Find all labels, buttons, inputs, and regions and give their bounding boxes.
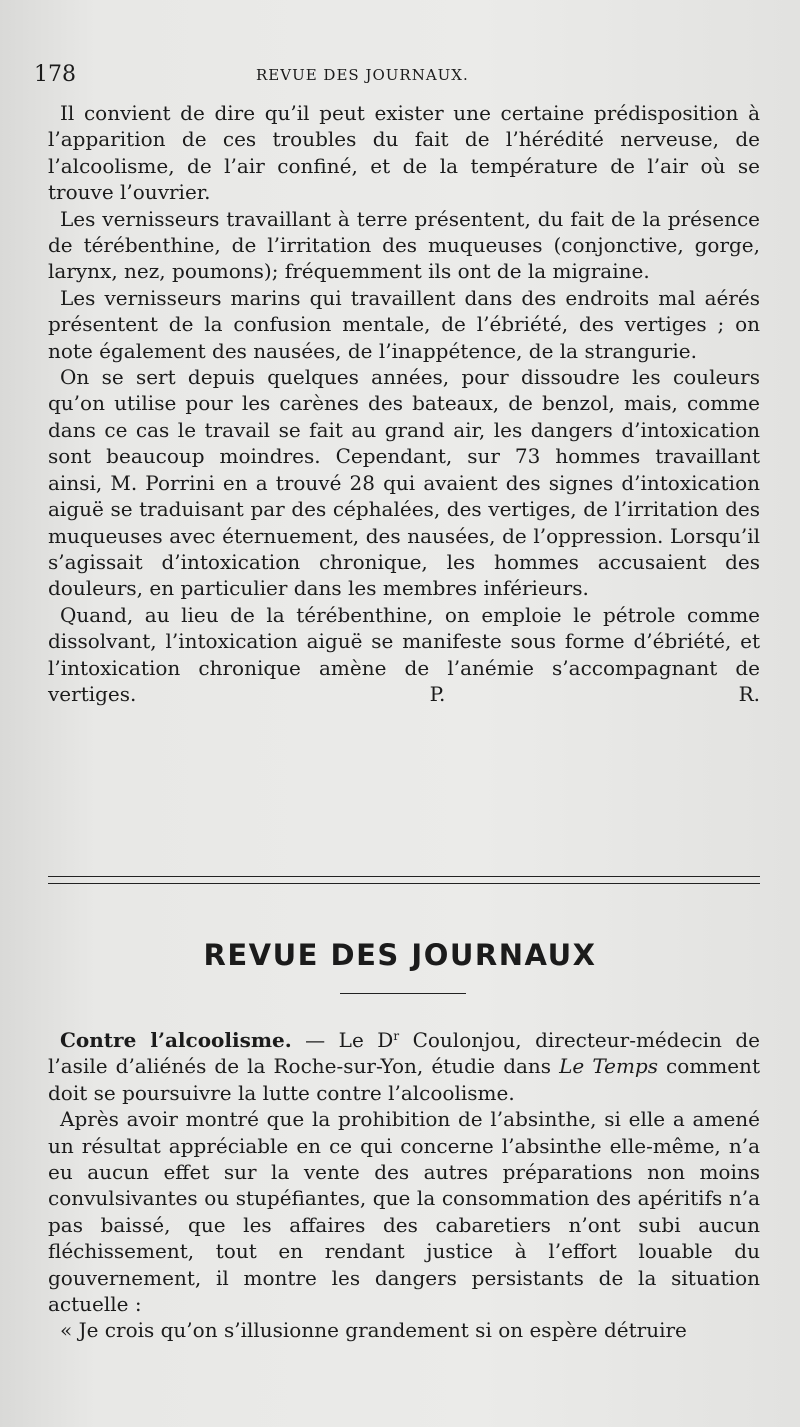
paragraph: Les vernisseurs marins qui travaillent dans des endroits mal aérés présentent de la confusion mentale, de l’ébriété, des vertiges ; on note également des nausées, de l’inappétence, de la strangurie. xyxy=(48,285,760,363)
paragraph: Il convient de dire qu’il peut exister une certaine prédisposition à l’apparition de ces troubles du fait de l’hérédité nerveuse, de l’alcoolisme, de l’air confiné, et de la température de l’air où se trouve l’ouvrier. xyxy=(48,101,760,205)
paragraph-lead xyxy=(48,1027,760,1106)
article-bottom xyxy=(48,1027,760,1344)
double-rule-bottom xyxy=(48,883,760,884)
newspaper-name: Le Temps xyxy=(559,1054,658,1079)
paragraph: Après avoir montré que la prohibition de l’absinthe, si elle a amené un résultat appréciable en ce qui concerne l’absinthe elle-même, n’a eu aucun effet sur la vente des autres préparations non moins convulsivantes ou stupéfiantes, que la consommation des apéritifs n’a pas baissé, que les affaires des cabaretiers n’ont subi aucun fléchissement, tout en rendant justice à l’effort louable du gouvernement, il montre les dangers persistants de la situation actuelle : xyxy=(48,1107,760,1317)
page-header xyxy=(30,60,770,90)
paragraph-text: Quand, au lieu de la térébenthine, on emploie le pétrole comme dissolvant, l’intoxication aiguë se manifeste sous forme d’ébriété, et l’intoxication chronique amène de l’anémie s’accompagnant de vertiges. xyxy=(48,602,760,706)
title-underline xyxy=(340,993,466,994)
article-lead-title: Contre l’alcoolisme. xyxy=(60,1028,292,1052)
paragraph-with-signature xyxy=(48,602,760,708)
double-rule-top xyxy=(48,876,760,877)
text-run: comment doit se poursuivre la lutte contre l’alcoolisme. xyxy=(48,1054,760,1105)
text-run: Coulonjou, directeur-médecin de l’asile d’aliénés de la Roche-sur-Yon, étudie dans xyxy=(48,1028,761,1079)
paragraph: Les vernisseurs travaillant à terre présentent, du fait de la présence de térébenthine, de l’irritation des muqueuses (conjonctive, gorge, larynx, nez, poumons); fréquemment ils ont de la migraine. xyxy=(48,206,760,284)
page-number: 178 xyxy=(34,62,76,87)
superscript: r xyxy=(393,1029,400,1043)
section-title: REVUE DES JOURNAUX xyxy=(203,938,597,972)
paragraph-quote: « Je crois qu’on s’illusionne grandement si on espère détruire xyxy=(60,1318,687,1343)
article-top xyxy=(48,100,760,707)
paragraph: On se sert depuis quelques années, pour dissoudre les couleurs qu’on utilise pour les carènes des bateaux, de benzol, mais, comme dans ce cas le travail se fait au grand air, les dangers d’intoxication sont beaucoup moindres. Cependant, sur 73 hommes travaillant ainsi, M. Porrini en a trouvé 28 qui avaient des signes d’intoxication aiguë se traduisant par des céphalées, des vertiges, de l’irritation des muqueuses avec éternuement, des nausées, de l’oppression. Lorsqu’il s’agissait d’intoxication chronique, les hommes accusaient des douleurs, en particulier dans les membres inférieurs. xyxy=(48,365,760,601)
signature: P. R. xyxy=(429,681,760,706)
text-run: — Le D xyxy=(291,1028,394,1052)
running-head: REVUE DES JOURNAUX. xyxy=(256,66,469,84)
